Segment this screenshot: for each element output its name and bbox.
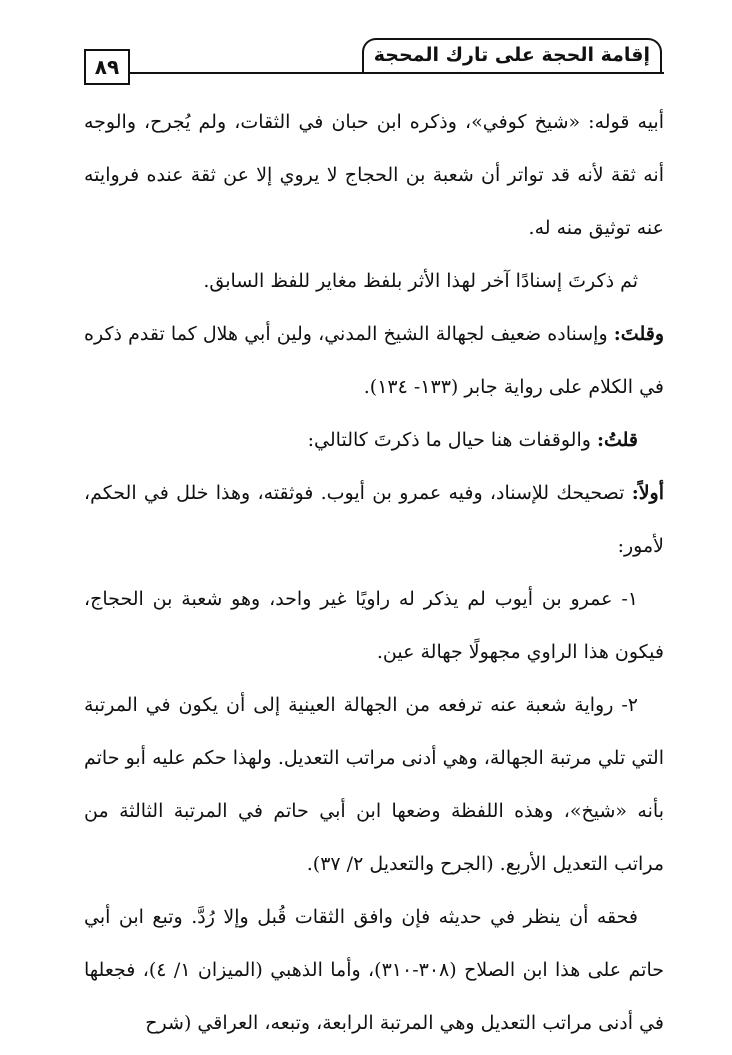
paragraph-5 <box>84 467 664 573</box>
paragraph-text: ثم ذكرتَ إسنادًا آخر لهذا الأثر بلفظ مغاير للفظ السابق. <box>203 270 638 292</box>
paragraph-lead: قلتُ: <box>596 429 638 451</box>
paragraph-text: فحقه أن ينظر في حديثه فإن وافق الثقات قُبل وإلا رُدَّ. وتبع ابن أبي حاتم على هذا ابن الصلاح (٣٠٨-٣١٠)، وأما الذهبي (الميزان ١/ ٤)، فجعلها في أدنى مراتب التعديل وهي المرتبة الرابعة، وتبعه، العراقي (شرح <box>84 906 664 1034</box>
paragraph-lead: أولاً: <box>631 482 664 504</box>
header-rule <box>84 72 664 74</box>
paragraph-text: تصحيحك للإسناد، وفيه عمرو بن أيوب. فوثقته، وهذا خلل في الحكم، لأمور: <box>84 482 664 557</box>
paragraph-2 <box>84 255 664 308</box>
paragraph-text: أبيه قوله: «شيخ كوفي»، وذكره ابن حبان في الثقات، ولم يُجرح، والوجه أنه ثقة لأنه قد تواتر أن شعبة بن الحجاج لا يروي إلا عن ثقة عنده فروايته عنه توثيق منه له. <box>84 111 664 239</box>
page-number: ٨٩ <box>84 49 130 85</box>
paragraph-lead: وقلتَ: <box>613 323 664 345</box>
paragraph-text: وإسناده ضعيف لجهالة الشيخ المدني، ولين أبي هلال كما تقدم ذكره في الكلام على رواية جابر (١٣٣- ١٣٤). <box>84 323 664 398</box>
paragraph-6 <box>84 573 664 679</box>
body-text <box>84 96 664 1050</box>
paragraph-text: ٢- رواية شعبة عنه ترفعه من الجهالة العينية إلى أن يكون في المرتبة التي تلي مرتبة الجهالة، وهي أدنى مراتب التعديل. ولهذا حكم عليه أبو حاتم بأنه «شيخ»، وهذه اللفظة وضعها ابن أبي حاتم في المرتبة الثالثة من مراتب التعديل الأربع. (الجرح والتعديل ٢/ ٣٧). <box>84 694 664 875</box>
paragraph-text: والوقفات هنا حيال ما ذكرتَ كالتالي: <box>307 429 597 451</box>
paragraph-4 <box>84 414 664 467</box>
paragraph-1 <box>84 96 664 255</box>
paragraph-8 <box>84 891 664 1050</box>
paragraph-7 <box>84 679 664 891</box>
running-title: إقامة الحجة على تارك المحجة <box>362 38 662 72</box>
paragraph-text: ١- عمرو بن أيوب لم يذكر له راويًا غير واحد، وهو شعبة بن الحجاج، فيكون هذا الراوي مجهولًا جهالة عين. <box>84 588 664 663</box>
paragraph-3 <box>84 308 664 414</box>
